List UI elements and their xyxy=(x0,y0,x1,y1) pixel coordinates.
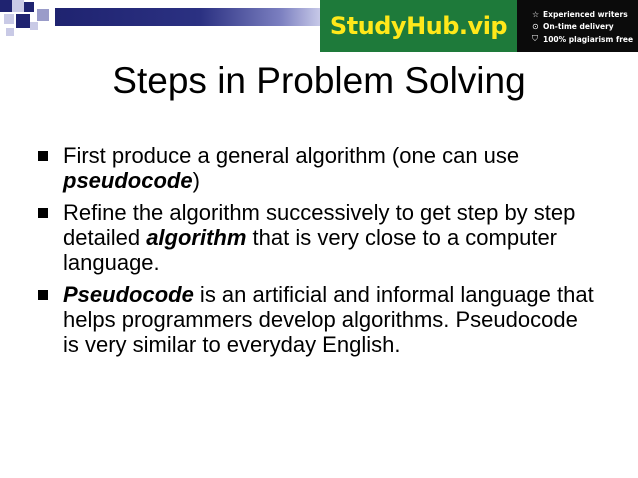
bullet-item xyxy=(38,200,598,275)
bullet-list xyxy=(38,143,598,364)
banner-feature-label: On-time delivery xyxy=(543,22,614,32)
header-bar xyxy=(55,8,320,26)
banner-features xyxy=(532,8,638,46)
bullet-text: Refine the algorithm successively to get step by step detailed xyxy=(63,200,576,250)
bullet-text: ) xyxy=(192,168,200,193)
studyhub-logo: StudyHub.vip xyxy=(320,0,517,52)
bullet-item xyxy=(38,282,598,357)
banner-feature xyxy=(532,8,638,21)
slide-title: Steps in Problem Solving xyxy=(112,60,526,101)
bullet-emphasis: pseudocode xyxy=(63,168,193,193)
banner-feature-label: 100% plagiarism free xyxy=(543,34,634,44)
decor-square xyxy=(0,0,12,12)
bullet-emphasis: algorithm xyxy=(146,225,247,250)
bullet-square-icon xyxy=(38,151,48,161)
clock-icon: ⊙ xyxy=(532,22,539,32)
bullet-emphasis: Pseudocode xyxy=(63,282,194,307)
bullet-square-icon xyxy=(38,208,48,218)
bullet-item xyxy=(38,143,598,193)
star-icon: ☆ xyxy=(532,9,540,19)
decor-square xyxy=(24,2,34,12)
decor-square xyxy=(37,9,49,21)
decor-square xyxy=(30,22,38,30)
decor-square xyxy=(4,14,14,24)
decor-square xyxy=(6,28,14,36)
decor-square xyxy=(12,0,24,12)
shield-icon: ⛉ xyxy=(532,34,538,44)
bullet-text: that is very close to a computer language. xyxy=(63,225,557,275)
studyhub-banner[interactable] xyxy=(320,0,638,52)
bullet-text: is an artificial and informal language that helps programmers develop algorithms. Pseudocode is very similar to everyday English. xyxy=(63,282,594,357)
banner-feature xyxy=(532,21,638,34)
bullet-text: First produce a general algorithm (one can use xyxy=(63,143,520,168)
decor-square xyxy=(16,14,30,28)
banner-feature xyxy=(532,33,638,46)
bullet-square-icon xyxy=(38,290,48,300)
banner-feature-label: Experienced writers xyxy=(543,9,628,19)
